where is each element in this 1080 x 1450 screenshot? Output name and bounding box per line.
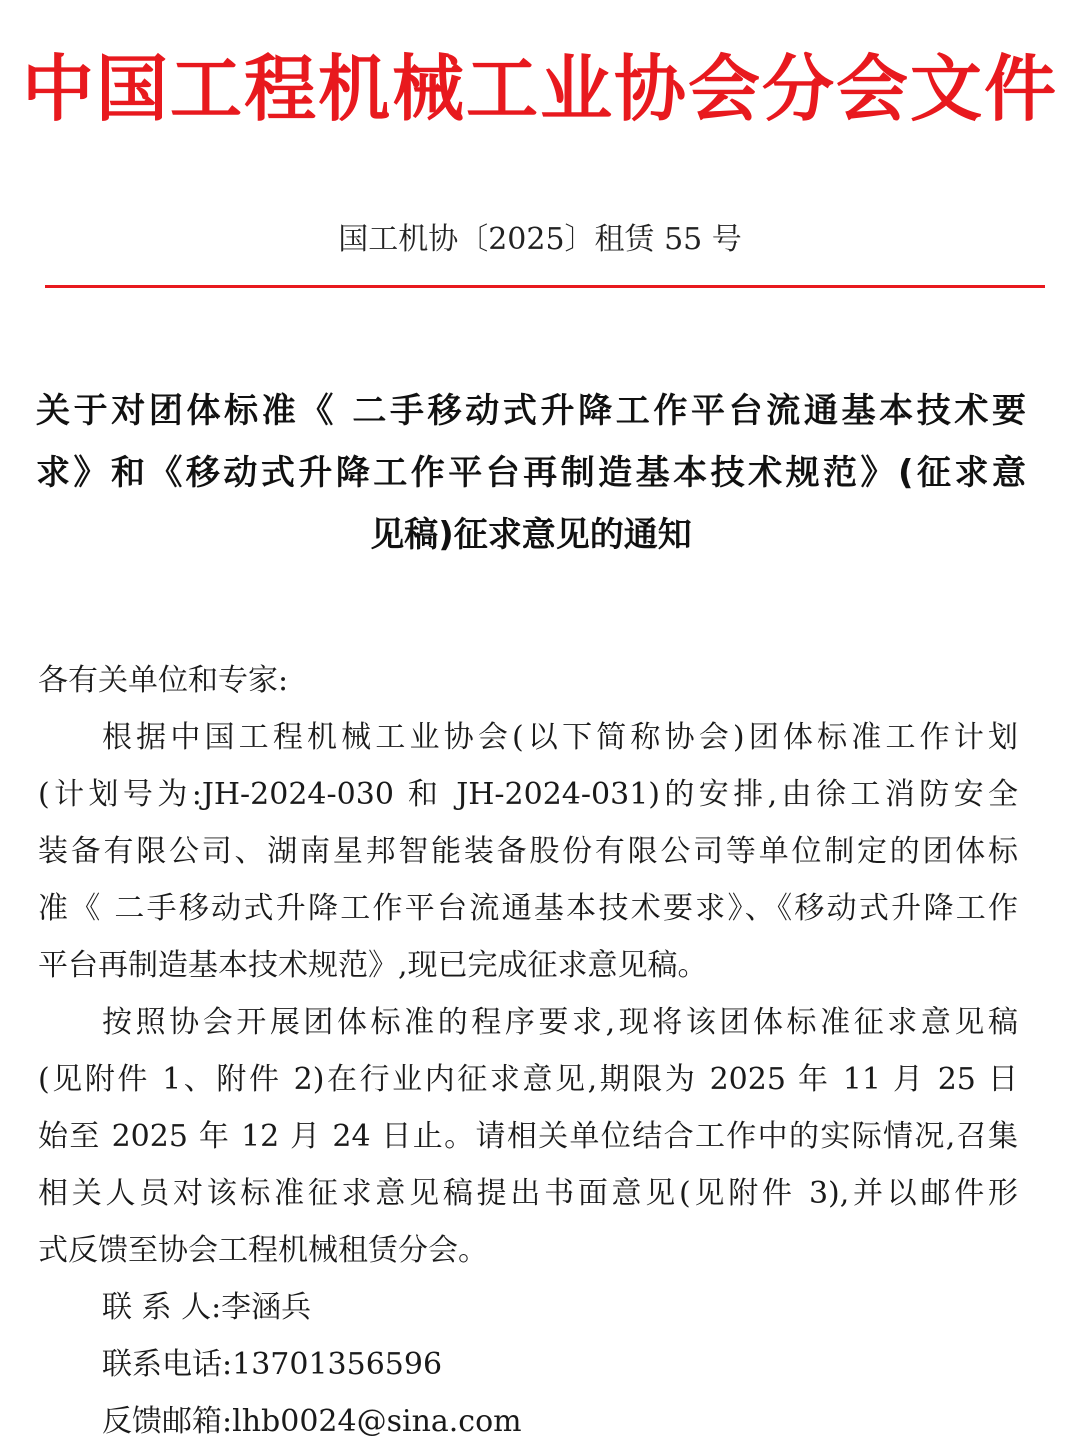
red-divider-line [45,285,1045,288]
paragraph-2-line: 始至 2025 年 12 月 24 日止。请相关单位结合工作中的实际情况,召集 [38,1119,1018,1154]
contact-email: 反馈邮箱:lhb0024@sina.com [102,1404,522,1439]
salutation: 各有关单位和专家: [38,663,289,698]
notice-title-line: 关于对团体标准《 二手移动式升降工作平台流通基本技术要 [36,391,1026,431]
notice-title-line: 见稿)征求意见的通知 [370,515,692,555]
paragraph-1-line: 根据中国工程机械工业协会(以下简称协会)团体标准工作计划 [102,720,1018,755]
notice-title [36,380,1026,566]
notice-body [38,652,1018,1450]
masthead-title: 中国工程机械工业协会分会文件 [21,46,1058,131]
paragraph-1-line: 准《 二手移动式升降工作平台流通基本技术要求》、《移动式升降工作 [38,891,1018,926]
paragraph-2-line: 按照协会开展团体标准的程序要求,现将该团体标准征求意见稿 [102,1005,1018,1040]
contact-phone: 联系电话:13701356596 [102,1347,443,1382]
document-number: 国工机协〔2025〕租赁 55 号 [338,222,742,257]
notice-title-line: 求》和《移动式升降工作平台再制造基本技术规范》(征求意 [36,453,1026,493]
paragraph-1-line: 平台再制造基本技术规范》,现已完成征求意见稿。 [38,948,708,983]
contact-person: 联 系 人:李涵兵 [102,1290,312,1325]
paragraph-1-line: (计划号为:JH-2024-030 和 JH-2024-031)的安排,由徐工消防安全 [38,777,1018,812]
paragraph-2-line: 相关人员对该标准征求意见稿提出书面意见(见附件 3),并以邮件形 [38,1176,1018,1211]
paragraph-2-line: (见附件 1、附件 2)在行业内征求意见,期限为 2025 年 11 月 25 日 [38,1062,1018,1097]
paragraph-2-line: 式反馈至协会工程机械租赁分会。 [38,1233,488,1268]
paragraph-1-line: 装备有限公司、湖南星邦智能装备股份有限公司等单位制定的团体标 [38,834,1018,869]
